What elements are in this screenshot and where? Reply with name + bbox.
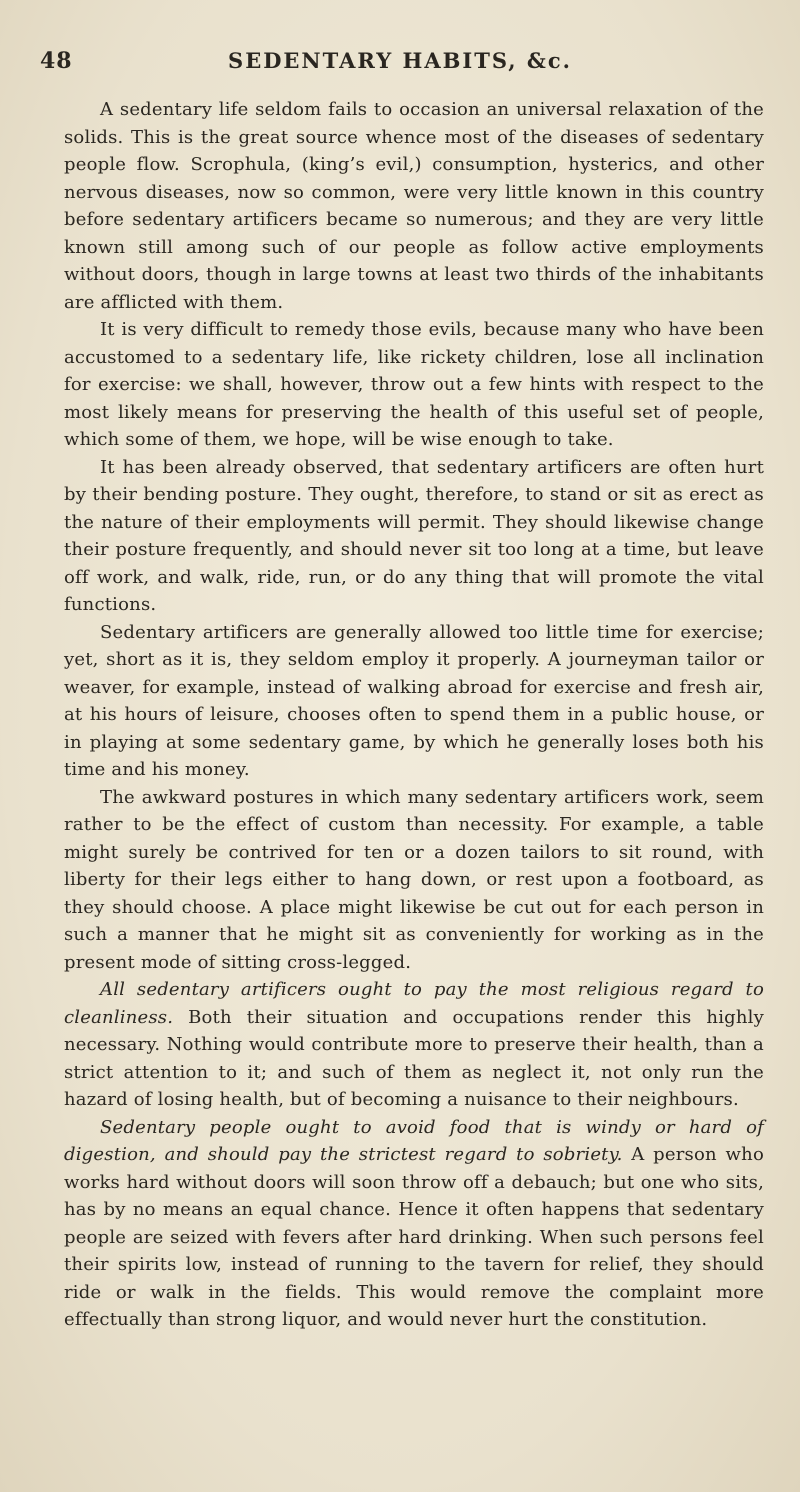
paragraph-6-rest: Both their situation and occupations render this highly necessary. Nothing would contribute more to preserve their health, than a strict attention to it; and such of them as neglect it, not only run the hazard of losing health, but of becoming a nuisance to their neighbours.	[64, 1006, 764, 1110]
paragraph-3: It has been already observed, that sedentary artificers are often hurt by their bending posture. They ought, therefore, to stand or sit as erect as the nature of their employments will permit. They should likewise change their posture frequently, and should never sit too long at a time, but leave off work, and walk, ride, run, or do any thing that will promote the vital functions.	[64, 456, 764, 615]
body-text	[64, 96, 764, 1334]
page-header	[40, 48, 760, 78]
paragraph-7-italic: Sedentary people ought to avoid food that is windy or hard of digestion, and should pay the strictest regard to sobriety.	[64, 1116, 764, 1165]
paragraph-6-italic: All sedentary artificers ought to pay the most religious regard to cleanliness.	[64, 979, 764, 1028]
paragraph-1: A sedentary life seldom fails to occasion an universal relaxation of the solids. This is the great source whence most of the diseases of sedentary people flow. Scrophula, (king’s evil,) consumption, hysterics, and other nervous diseases, now so common, were very little known in this country before sedentary artificers became so numerous; and they are very little known still among such of our people as follow active employments without doors, though in large towns at least two thirds of the inhabitants are afflicted with them.	[64, 99, 764, 313]
running-title: SEDENTARY HABITS, &c.	[228, 48, 572, 73]
paragraph-7-rest: A person who works hard without doors will soon throw off a debauch; but one who sits, has by no means an equal chance. Hence it often happens that sedentary people are seized with fevers after hard drinking. When such persons feel their spirits low, instead of running to the tavern for relief, they should ride or walk in the fields. This would remove the complaint more effectually than strong liquor, and would never hurt the constitution.	[64, 1144, 764, 1330]
paragraph-6	[64, 976, 764, 1114]
paragraph-4: Sedentary artificers are generally allowed too little time for exercise; yet, short as it is, they seldom employ it properly. A journeyman tailor or weaver, for example, instead of walking abroad for exercise and fresh air, at his hours of leisure, chooses often to spend them in a public house, or in playing at some sedentary game, by which he generally loses both his time and his money.	[64, 621, 764, 780]
paragraph-7	[64, 1114, 764, 1334]
paragraph-2: It is very difficult to remedy those evils, because many who have been accustomed to a sedentary life, like rickety children, lose all inclination for exercise: we shall, however, throw out a few hints with respect to the most likely means for preserving the health of this useful set of people, which some of them, we hope, will be wise enough to take.	[64, 319, 764, 450]
page-number: 48	[40, 48, 73, 74]
paragraph-5: The awkward postures in which many sedentary artificers work, seem rather to be the effect of custom than necessity. For example, a table might surely be contrived for ten or a dozen tailors to sit round, with liberty for their legs either to hang down, or rest upon a footboard, as they should choose. A place might likewise be cut out for each person in such a manner that he might sit as conveniently for working as in the present mode of sitting cross-legged.	[64, 786, 764, 973]
